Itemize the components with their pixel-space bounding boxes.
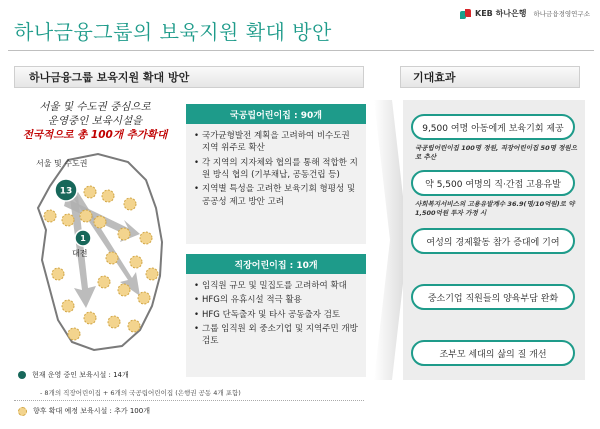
page-title: 하나금융그룹의 보육지원 확대 방안 [14, 20, 332, 44]
planned-dot [124, 198, 136, 210]
legend-planned [18, 406, 150, 416]
logo-brand: KEB 하나은행 [475, 9, 527, 18]
planned-dot [62, 300, 74, 312]
planned-dot [94, 216, 106, 228]
planned-dot [44, 210, 56, 222]
list-item: • HFG의 유휴시설 적극 활용 [194, 294, 360, 306]
planned-dot [146, 268, 158, 280]
legend-divider [14, 400, 364, 401]
planned-dot [52, 268, 64, 280]
legend-current-detail: - 8개의 직장어린이집 + 6개의 국공립어린이집 (은행권 공동 4개 포함) [40, 389, 241, 397]
map-caption-line2: 운영중인 보육시설을 [47, 115, 143, 128]
map-label-capital: 서울 및 수도권 [36, 159, 88, 168]
left-section-header: 하나금융그룹 보육지원 확대 방안 [14, 66, 364, 88]
list-item: • 지역별 특성을 고려한 보육기회 형평성 및 공공성 제고 방안 고려 [194, 183, 360, 208]
list-item: • 임직원 규모 및 밀집도를 고려하여 확대 [194, 280, 360, 292]
effect-note: 사회복지서비스의 고용유발계수 36.9(명/10억원)로 약 1,500억원 투자 가정 시 [415, 200, 575, 217]
map-caption [10, 100, 180, 143]
planned-dot [62, 214, 74, 226]
planned-dot [140, 232, 152, 244]
planned-dot [130, 256, 142, 268]
list-item: • HFG 단독출자 및 타사 공동출자 검토 [194, 309, 360, 321]
map-caption-line1: 서울 및 수도권 중심으로 [39, 101, 151, 113]
title-divider [8, 50, 594, 51]
list-item: • 국가균형발전 계획을 고려하여 비수도권 지역 위주로 확산 [194, 130, 360, 155]
effect-item: 9,500 여명 아동에게 보육기회 제공 [411, 114, 575, 140]
korea-map [28, 150, 178, 355]
capital-count-label: 13 [59, 186, 73, 197]
list-item: • 각 지역의 지자체와 협의를 통해 적합한 지원 방식 협의 (기부채납, 공동건립 등) [194, 157, 360, 182]
planned-dot [98, 276, 110, 288]
legend-current [18, 370, 129, 380]
logo-institute: 하나금융경영연구소 [533, 10, 590, 18]
map-caption-line3: 전국적으로 총 100개 추가확대 [22, 129, 168, 142]
planned-dot [106, 252, 118, 264]
workplace-daycare-header: 직장어린이집 : 10개 [186, 254, 366, 274]
right-section-header: 기대효과 [400, 66, 580, 88]
logo [460, 8, 590, 19]
planned-dot [84, 186, 96, 198]
public-daycare-header: 국공립어린이집 : 90개 [186, 104, 366, 124]
daejeon-count-label: 1 [80, 234, 86, 243]
list-item: • 그룹 임직원 외 중소기업 및 지역주민 개방 검토 [194, 323, 360, 348]
hana-logo-icon [460, 9, 472, 19]
planned-dot [108, 316, 120, 328]
planned-dot [128, 320, 140, 332]
map-label-daejeon: 대전 [72, 249, 88, 258]
public-daycare-box [186, 104, 366, 244]
legend-planned-label: 향후 확대 예정 보육시설 : 추가 100개 [33, 407, 150, 415]
effect-item: 조부모 세대의 삶의 질 개선 [411, 340, 575, 366]
workplace-daycare-box [186, 254, 366, 377]
planned-dot [80, 210, 92, 222]
planned-dot [68, 328, 80, 340]
effect-note: 국공립어린이집 100명 정원, 직장어린이집 50명 정원으로 추산 [415, 144, 577, 161]
planned-facility-legend-icon [18, 407, 27, 416]
current-facility-legend-icon [18, 371, 26, 379]
legend-current-label: 현재 운영 중인 보육시설 : 14개 [32, 371, 129, 379]
planned-dot [102, 190, 114, 202]
effect-item: 여성의 경제활동 참가 증대에 기여 [411, 228, 575, 254]
planned-dot [84, 312, 96, 324]
workplace-daycare-list [186, 274, 366, 348]
public-daycare-list [186, 124, 366, 208]
planned-dot [138, 292, 150, 304]
planned-dot [118, 284, 130, 296]
effect-item: 중소기업 직원들의 양육부담 완화 [411, 284, 575, 310]
planned-dot [118, 228, 130, 240]
effect-item: 약 5,500 여명의 직·간접 고용유발 [411, 170, 575, 196]
expected-effects-panel [403, 100, 585, 380]
